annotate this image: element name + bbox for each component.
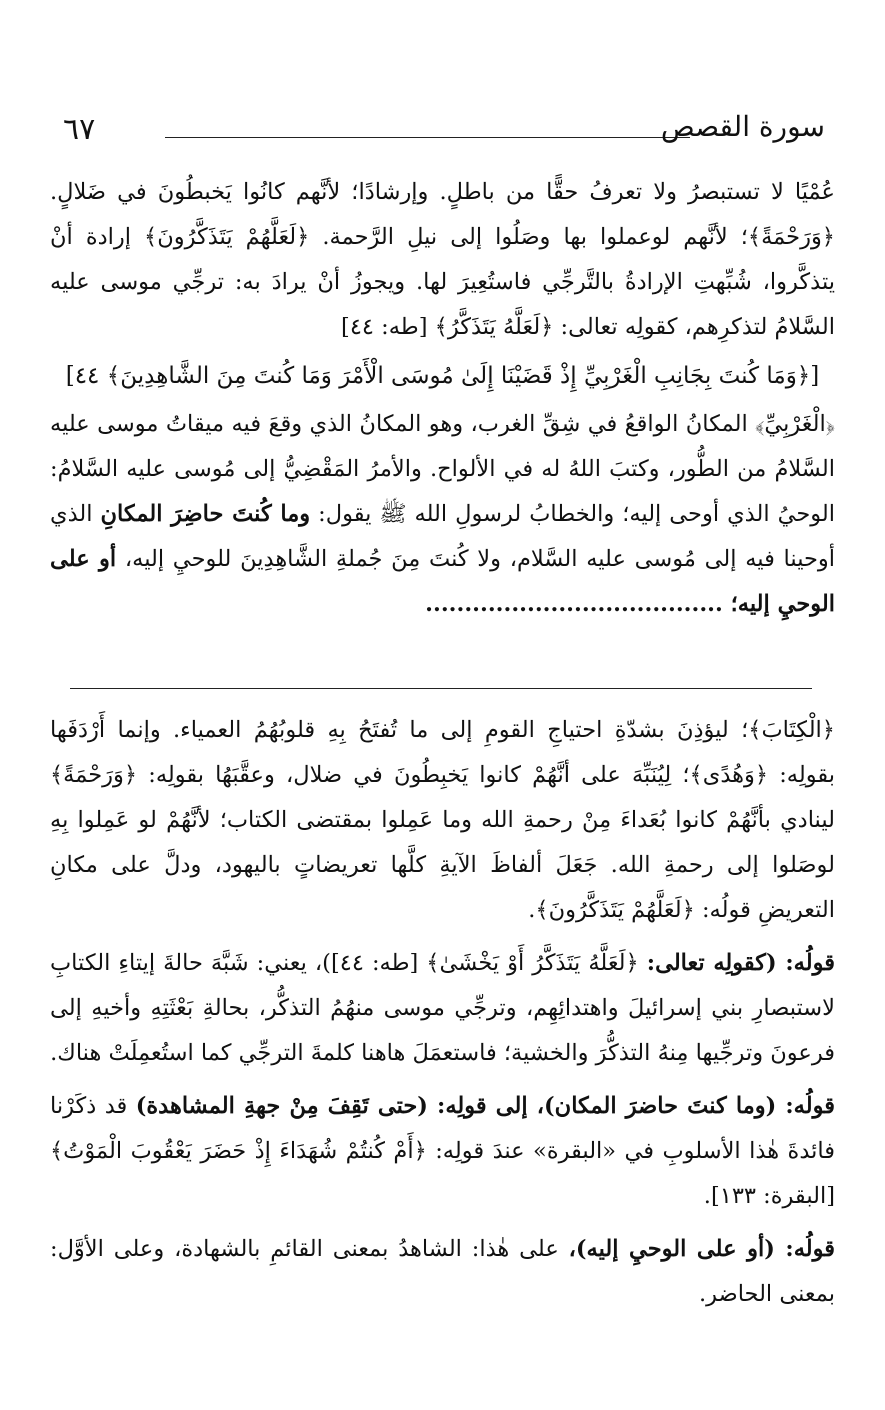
gloss-label-4: قولُه: (أو على الوحيِ إليه)، (568, 1236, 835, 1262)
surah-title: سورة القصص (660, 110, 825, 143)
quran-verse: [﴿وَمَا كُنتَ بِجَانِبِ الْغَرْبِيِّ إِذْ قَضَيْنَا إِلَىٰ مُوسَى الْأَمْرَ وَمَا كُنتَ مِنَ الشَّاهِدِينَ﴾ ٤٤] (65, 363, 820, 389)
page-number: ٦٧ (63, 112, 96, 147)
gloss-paragraph-3 (50, 1084, 835, 1219)
header-rule (165, 137, 690, 138)
commentary-bold: وما كُنتَ حاضِرَ المكانِ (100, 501, 311, 527)
gloss-body-3: قد ذكَرْنا فائدةَ هٰذا الأسلوبِ في «البقرة» عندَ قولِه: ﴿أَمْ كُنتُمْ شُهَدَاءَ إِذْ حَضَرَ يَعْقُوبَ الْمَوْتُ﴾ [البقرة: ١٣٣]. (50, 1093, 835, 1209)
running-header (55, 112, 825, 152)
footnote-divider (70, 688, 812, 689)
gloss-paragraph-1: ﴿الْكِتَابَ﴾؛ ليؤذِنَ بشدّةِ احتياجِ القومِ إلى ما تُفتَحُ بِهِ قلوبُهُمُ العمياء. وإنما أَرْدَفَها بقولِه: ﴿وَهُدًى﴾؛ لِيُنَبِّهَ على أنَّهُمْ كانوا يَخبِطُونَ في ضلال، وعقَّبَهُا بقولِه: ﴿وَرَحْمَةً﴾ لينادي بأنَّهُمْ كانوا بُعَداءَ مِنْ رحمةِ الله وما عَمِلوا بمقتضى الكتاب؛ لأنَّهُمْ لو عَمِلوا بِهِ لوصَلوا إلى رحمةِ الله. جَعَلَ ألفاظَ الآيةِ كلَّها تعريضاتٍ باليهود، ودلَّ على مكانِ التعريضِ قولُه: ﴿لَعَلَّهُمْ يَتَذَكَّرُونَ﴾. (50, 717, 835, 923)
gloss-paragraph-4 (50, 1227, 835, 1317)
matn-commentary (50, 402, 835, 627)
commentary-text: ﴿الْغَرْبِيِّ﴾ المكانُ الواقعُ في شِقِّ الغرب، وهو المكانُ الذي وقعَ فيه ميقاتُ موسى عليه السَّلامُ من الطُّور، وكتبَ اللهُ له في الألواح. والأمرُ المَقْضِيُّ إلى مُوسى عليه السَّلامُ: الوحيُ الذي أوحى إليه؛ والخطابُ لرسولِ الله ﷺ يقول: (50, 411, 835, 527)
matn-paragraph: عُمْيًا لا تستبصرُ ولا تعرفُ حقًّا من باطلٍ. وإرشادًا؛ لأنَّهم كانُوا يَخبطُونَ في ضَلالٍ. ﴿وَرَحْمَةً﴾؛ لأنَّهم لوعملوا بها وصَلُوا إلى نيلِ الرَّحمة. ﴿لَعَلَّهُمْ يَتَذَكَّرُونَ﴾ إرادة أنْ يتذكَّروا، شُبِّهتِ الإرادةُ بالتَّرجِّي فاستُعِيرَ لها. ويجوزُ أنْ يرادَ به: ترجِّي موسى عليه السَّلامُ لتذكرِهم، كقولِه تعالى: ﴿لَعَلَّهُ يَتَذَكَّرُ﴾ [طه: ٤٤] (50, 179, 835, 340)
gloss-paragraph-2 (50, 941, 835, 1076)
gloss-body-4: على هٰذا: الشاهدُ بمعنى القائمِ بالشهادة، وعلى الأوَّل: بمعنى الحاضر. (50, 1236, 835, 1307)
commentary-end: أو على الوحيِ إليه؛ ...................................... (50, 546, 835, 617)
gloss-label-3: قولُه: (وما كنتَ حاضرَ المكان)، إلى قولِه: (حتى تَقِفَ مِنْ جهةِ المشاهدة) (135, 1093, 835, 1119)
main-text (50, 170, 835, 627)
gloss-body-2: ﴿لَعَلَّهُ يَتَذَكَّرُ أَوْ يَخْشَىٰ﴾ [طه: ٤٤])، يعني: شَبَّهَ حالةَ إيتاءِ الكتابِ لاستبصارِ بني إسرائيلَ واهتدائِهِم، وترجِّي موسى منهُمُ التذكُّر، بحالةِ بَعْثَتِهِ وأخيهِ إلى فرعونَ وترجِّيها مِنهُ التذكُّرَ والخشية؛ فاستعمَلَ هاهنا كلمةَ الترجِّي كما استُعمِلَتْ هناك. (50, 950, 835, 1066)
gloss-text (50, 708, 835, 1325)
commentary-cont: الذي أوحينا فيه إلى مُوسى عليه السَّلام، ولا كُنتَ مِنَ جُملةِ الشَّاهِدِينَ للوحيِ إليه، (50, 501, 836, 572)
gloss-label-2: قولُه: (كقولِه تعالى: (646, 950, 835, 976)
